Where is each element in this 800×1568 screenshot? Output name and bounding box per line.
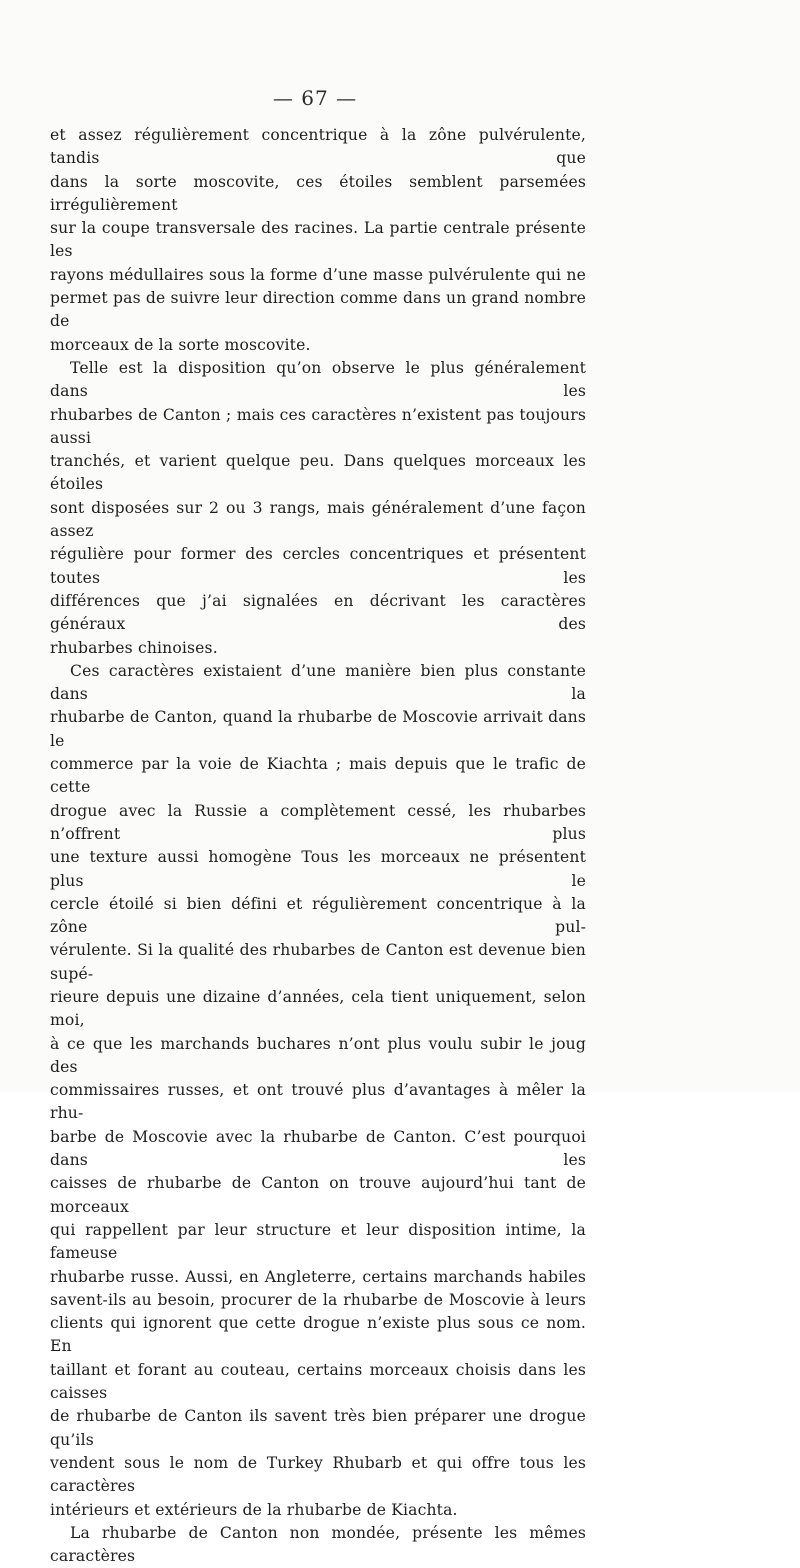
text-line: commerce par la voie de Kiachta ; mais depuis que le trafic de cette	[50, 755, 586, 797]
body-text	[50, 124, 586, 1568]
text-line: taillant et forant au couteau, certains morceaux choisis dans les caisses	[50, 1360, 586, 1403]
text-line: sur la coupe transversale des racines. La partie centrale présente les	[50, 219, 586, 261]
text-line: commissaires russes, et ont trouvé plus d’avantages à mêler la rhu-	[50, 1081, 586, 1123]
text-line: rhubarbe de Canton, quand la rhubarbe de Moscovie arrivait dans le	[50, 708, 586, 750]
text-line: drogue avec la Russie a complètement cessé, les rhubarbes n’offrent plus	[50, 801, 586, 843]
text-line: vérulente. Si la qualité des rhubarbes de Canton est devenue bien supé-	[50, 941, 586, 983]
text-line: La rhubarbe de Canton non mondée, présente les mêmes caractères	[50, 1523, 586, 1566]
text-line: de rhubarbe de Canton ils savent très bien préparer une drogue qu’ils	[50, 1407, 586, 1449]
text-line: Telle est la disposition qu’on observe le plus généralement dans les	[50, 358, 586, 401]
text-line: rieure depuis une dizaine d’années, cela tient uniquement, selon moi,	[50, 987, 586, 1030]
text-line: intérieurs et extérieurs de la rhubarbe de Kiachta.	[50, 1500, 458, 1519]
text-line: tranchés, et varient quelque peu. Dans quelques morceaux les étoiles	[50, 452, 586, 494]
text-line: barbe de Moscovie avec la rhubarbe de Canton. C’est pourquoi dans les	[50, 1127, 586, 1170]
text-line: et assez régulièrement concentrique à la zône pulvérulente, tandis que	[50, 126, 586, 168]
text-line: une texture aussi homogène Tous les morceaux ne présentent plus le	[50, 848, 586, 890]
text-line: savent-ils au besoin, procurer de la rhubarbe de Moscovie à leurs	[50, 1290, 586, 1309]
text-line: vendent sous le nom de Turkey Rhubarb et qui offre tous les caractères	[50, 1453, 586, 1496]
text-line: Ces caractères existaient d’une manière bien plus constante dans la	[50, 661, 586, 704]
text-line: régulière pour former des cercles concentriques et présentent toutes les	[50, 545, 586, 587]
page-number: — 67 —	[272, 86, 358, 110]
text-line: dans la sorte moscovite, ces étoiles semblent parsemées irrégulièrement	[50, 172, 586, 214]
text-line: rayons médullaires sous la forme d’une masse pulvérulente qui ne	[50, 265, 586, 284]
text-line: sont disposées sur 2 ou 3 rangs, mais généralement d’une façon assez	[50, 498, 586, 541]
text-line: rhubarbe russe. Aussi, en Angleterre, certains marchands habiles	[50, 1267, 586, 1286]
text-line: permet pas de suivre leur direction comme dans un grand nombre de	[50, 289, 586, 331]
text-line: qui rappellent par leur structure et leur disposition intime, la fameuse	[50, 1220, 586, 1263]
text-line: différences que j’ai signalées en décrivant les caractères généraux des	[50, 591, 586, 634]
text-line: rhubarbes de Canton ; mais ces caractères n’existent pas toujours aussi	[50, 405, 586, 447]
text-line: à ce que les marchands buchares n’ont plus voulu subir le joug des	[50, 1034, 586, 1076]
text-line: rhubarbes chinoises.	[50, 638, 218, 657]
text-line: cercle étoilé si bien défini et régulièrement concentrique à la zône pul-	[50, 894, 586, 937]
text-line: clients qui ignorent que cette drogue n’existe plus sous ce nom. En	[50, 1314, 586, 1356]
text-line: morceaux de la sorte moscovite.	[50, 335, 311, 354]
text-line: caisses de rhubarbe de Canton on trouve aujourd’hui tant de morceaux	[50, 1174, 586, 1216]
